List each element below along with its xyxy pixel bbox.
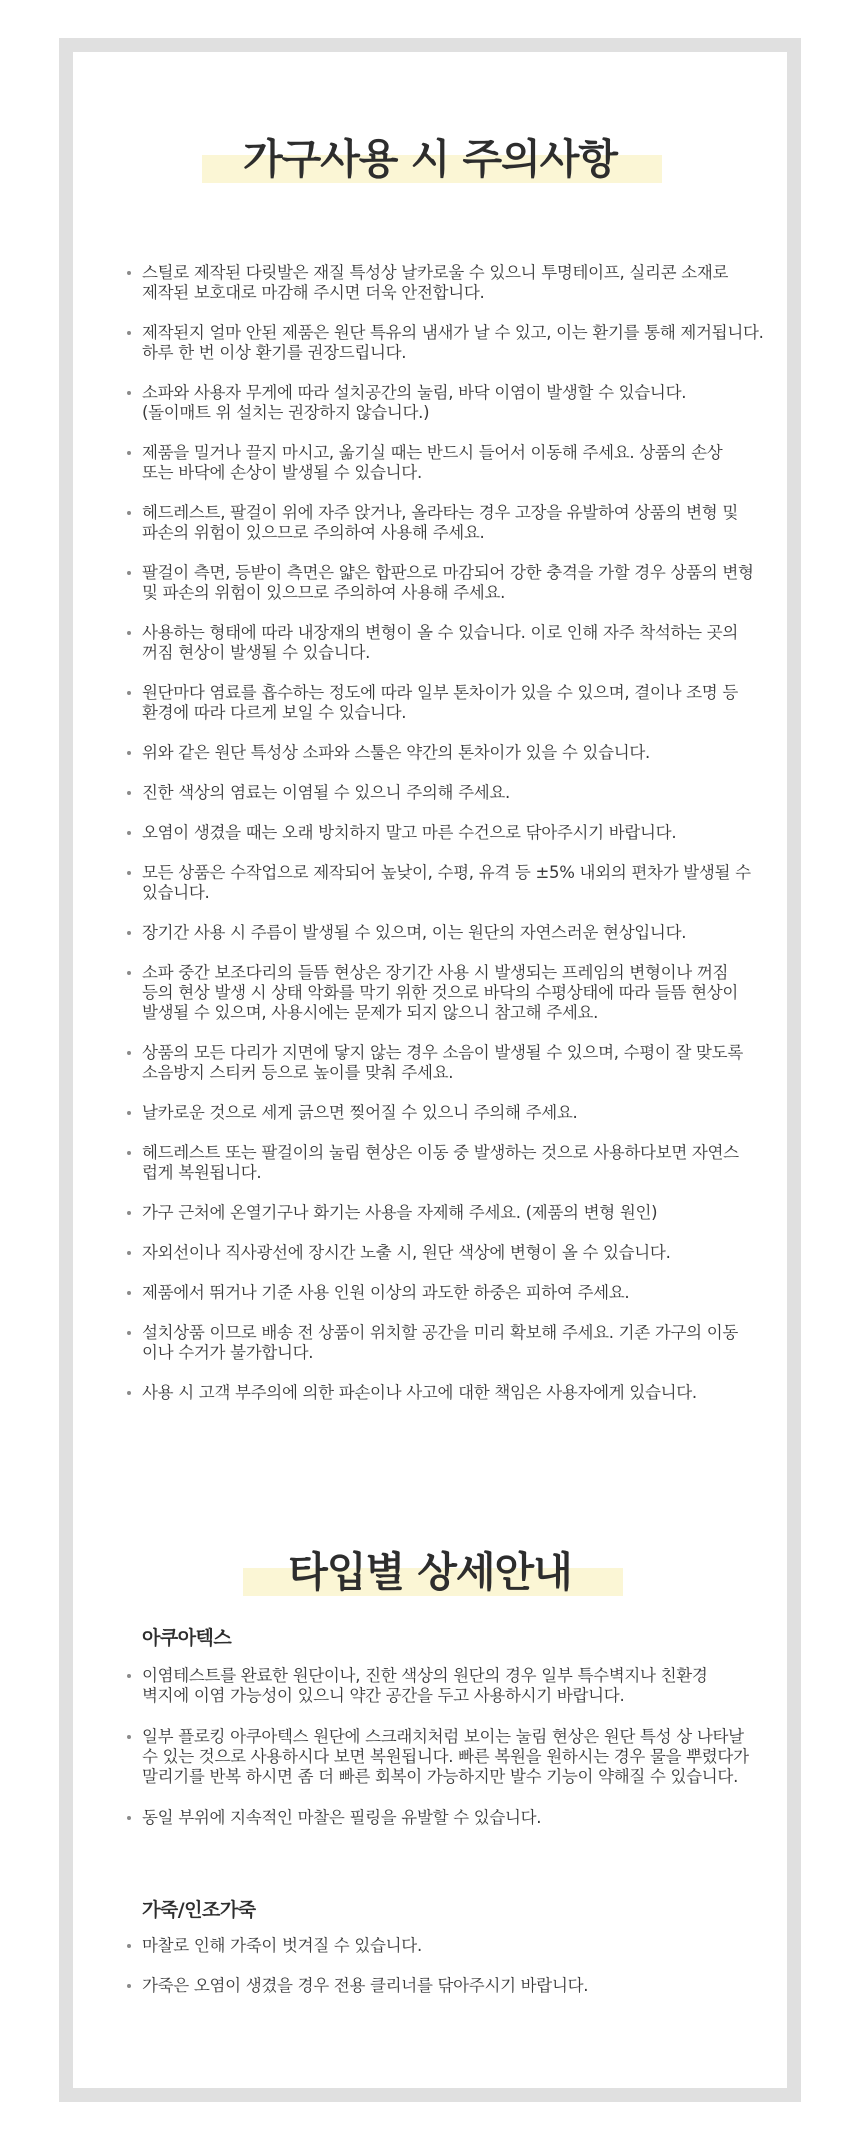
list-item [123,623,767,663]
bullet-icon [127,331,131,335]
list-item-line: 이염테스트를 완료한 원단이나, 진한 색상의 원단의 경우 일부 특수벽지나 친환경 [142,1666,708,1685]
list-item [123,443,767,483]
content-panel [73,52,787,2088]
list-item [123,1727,767,1787]
leather-list [123,1936,767,2016]
list-item [123,743,767,763]
list-item [123,1203,767,1223]
list-item-line: 헤드레스트 또는 팔걸이의 눌림 현상은 이동 중 발생하는 것으로 사용하다보면 자연스 [142,1143,739,1162]
list-item-line: 날카로운 것으로 세게 긁으면 찢어질 수 있으니 주의해 주세요. [142,1103,578,1122]
list-item [123,1666,767,1706]
bullet-icon [127,1816,131,1820]
list-item [123,263,767,303]
list-item-line: 원단마다 염료를 흡수하는 정도에 따라 일부 톤차이가 있을 수 있으며, 결이나 조명 등 [142,683,739,702]
list-item-line: 소파와 사용자 무게에 따라 설치공간의 눌림, 바닥 이염이 발생할 수 있습니다. [142,383,687,402]
list-item [123,1936,767,1956]
bullet-icon [127,691,131,695]
list-item [123,1243,767,1263]
list-item-line: 이나 수거가 불가합니다. [142,1343,314,1362]
bullet-icon [127,1674,131,1678]
list-item-line: (돌이매트 위 설치는 권장하지 않습니다.) [142,403,430,422]
list-item-line: 하루 한 번 이상 환기를 권장드립니다. [142,343,407,362]
list-item-line: 스틸로 제작된 다릿발은 재질 특성상 날카로울 수 있으니 투명테이프, 실리콘 소재로 [142,263,729,282]
list-item [123,383,767,423]
bullet-icon [127,1291,131,1295]
list-item-line: 사용하는 형태에 따라 내장재의 변형이 올 수 있습니다. 이로 인해 자주 착석하는 곳의 [142,623,739,642]
list-item [123,863,767,903]
list-item-line: 럽게 복원됩니다. [142,1163,262,1182]
bullet-icon [127,271,131,275]
list-item [123,323,767,363]
bullet-icon [127,1331,131,1335]
list-item-line: 꺼짐 현상이 발생될 수 있습니다. [142,643,371,662]
list-item-line: 발생될 수 있으며, 사용시에는 문제가 되지 않으니 참고해 주세요. [142,1003,599,1022]
list-item-line: 헤드레스트, 팔걸이 위에 자주 앉거나, 올라타는 경우 고장을 유발하여 상품의 변형 및 [142,503,739,522]
list-item-line: 제품에서 뛰거나 기준 사용 인원 이상의 과도한 하중은 피하여 주세요. [142,1283,630,1302]
list-item-line: 말리기를 반복 하시면 좀 더 빠른 회복이 가능하지만 발수 기능이 약해질 수 있습니다. [142,1767,739,1786]
list-item-line: 팔걸이 측면, 등받이 측면은 얇은 합판으로 마감되어 강한 충격을 가할 경우 상품의 변형 [142,563,754,582]
list-item-line: 상품의 모든 다리가 지면에 닿지 않는 경우 소음이 발생될 수 있으며, 수평이 잘 맞도록 [142,1043,743,1062]
list-item [123,823,767,843]
bullet-icon [127,511,131,515]
bullet-icon [127,1735,131,1739]
list-item-line: 장기간 사용 시 주름이 발생될 수 있으며, 이는 원단의 자연스러운 현상입니다. [142,923,687,942]
list-item-line: 또는 바닥에 손상이 발생될 수 있습니다. [142,463,422,482]
bullet-icon [127,1211,131,1215]
list-item-line: 있습니다. [142,883,210,902]
list-item-line: 위와 같은 원단 특성상 소파와 스툴은 약간의 톤차이가 있을 수 있습니다. [142,743,650,762]
list-item-line: 가죽은 오염이 생겼을 경우 전용 클리너를 닦아주시기 바랍니다. [142,1976,589,1995]
list-item-line: 제작된 보호대로 마감해 주시면 더욱 안전합니다. [142,283,485,302]
bullet-icon [127,631,131,635]
list-item-line: 모든 상품은 수작업으로 제작되어 높낮이, 수평, 유격 등 ±5% 내외의 편차가 발생될 수 [142,863,751,882]
group-title-leather: 가죽/인조가죽 [142,1899,256,1921]
outer-frame [59,38,801,2102]
list-item-line: 파손의 위험이 있으므로 주의하여 사용해 주세요. [142,523,485,542]
bullet-icon [127,391,131,395]
bullet-icon [127,831,131,835]
section-title: 타입별 상세안내 [288,1548,572,1596]
list-item [123,783,767,803]
bullet-icon [127,1111,131,1115]
list-item-line: 등의 현상 발생 시 상태 악화를 막기 위한 것으로 바닥의 수평상태에 따라 들뜸 현상이 [142,983,739,1002]
list-item [123,1043,767,1083]
bullet-icon [127,1151,131,1155]
list-item [123,923,767,943]
list-item [123,1808,767,1828]
bullet-icon [127,871,131,875]
list-item-line: 설치상품 이므로 배송 전 상품이 위치할 공간을 미리 확보해 주세요. 기존 가구의 이동 [142,1323,739,1342]
list-item [123,683,767,723]
list-item-line: 수 있는 것으로 사용하시다 보면 복원됩니다. 빠른 복원을 원하시는 경우 물을 뿌렸다가 [142,1747,749,1766]
list-item [123,1283,767,1303]
list-item [123,1383,767,1403]
bullet-icon [127,1051,131,1055]
bullet-icon [127,971,131,975]
list-item-line: 일부 플로킹 아쿠아텍스 원단에 스크래치처럼 보이는 눌림 현상은 원단 특성 상 나타날 [142,1727,744,1746]
list-item-line: 진한 색상의 염료는 이염될 수 있으니 주의해 주세요. [142,783,510,802]
list-item-line: 환경에 따라 다르게 보일 수 있습니다. [142,703,407,722]
page-title: 가구사용 시 주의사항 [242,135,617,183]
list-item [123,503,767,543]
bullet-icon [127,1251,131,1255]
bullet-icon [127,1944,131,1948]
list-item [123,563,767,603]
list-item-line: 및 파손의 위험이 있으므로 주의하여 사용해 주세요. [142,583,506,602]
list-item [123,1103,767,1123]
list-item-line: 소음방지 스티커 등으로 높이를 맞춰 주세요. [142,1063,454,1082]
bullet-icon [127,931,131,935]
bullet-icon [127,791,131,795]
list-item-line: 사용 시 고객 부주의에 의한 파손이나 사고에 대한 책임은 사용자에게 있습니다. [142,1383,697,1402]
bullet-icon [127,1391,131,1395]
list-item-line: 동일 부위에 지속적인 마찰은 필링을 유발할 수 있습니다. [142,1808,542,1827]
list-item-line: 가구 근처에 온열기구나 화기는 사용을 자제해 주세요. (제품의 변형 원인) [142,1203,658,1222]
bullet-icon [127,751,131,755]
list-item-line: 오염이 생겼을 때는 오래 방치하지 말고 마른 수건으로 닦아주시기 바랍니다. [142,823,677,842]
bullet-icon [127,1984,131,1988]
list-item-line: 벽지에 이염 가능성이 있으니 약간 공간을 두고 사용하시기 바랍니다. [142,1686,625,1705]
list-item-line: 자외선이나 직사광선에 장시간 노출 시, 원단 색상에 변형이 올 수 있습니다. [142,1243,671,1262]
list-item [123,963,767,1023]
list-item [123,1323,767,1363]
group-title-aquatex: 아쿠아텍스 [142,1627,232,1649]
list-item [123,1976,767,1996]
list-item-line: 마찰로 인해 가죽이 벗겨질 수 있습니다. [142,1936,422,1955]
bullet-icon [127,451,131,455]
caution-list [123,263,767,1423]
list-item [123,1143,767,1183]
list-item-line: 소파 중간 보조다리의 들뜸 현상은 장기간 사용 시 발생되는 프레임의 변형이나 꺼짐 [142,963,729,982]
list-item-line: 제작된지 얼마 안된 제품은 원단 특유의 냄새가 날 수 있고, 이는 환기를 통해 제거됩니다. [142,323,764,342]
list-item-line: 제품을 밀거나 끌지 마시고, 옮기실 때는 반드시 들어서 이동해 주세요. 상품의 손상 [142,443,723,462]
aquatex-list [123,1666,767,1849]
bullet-icon [127,571,131,575]
